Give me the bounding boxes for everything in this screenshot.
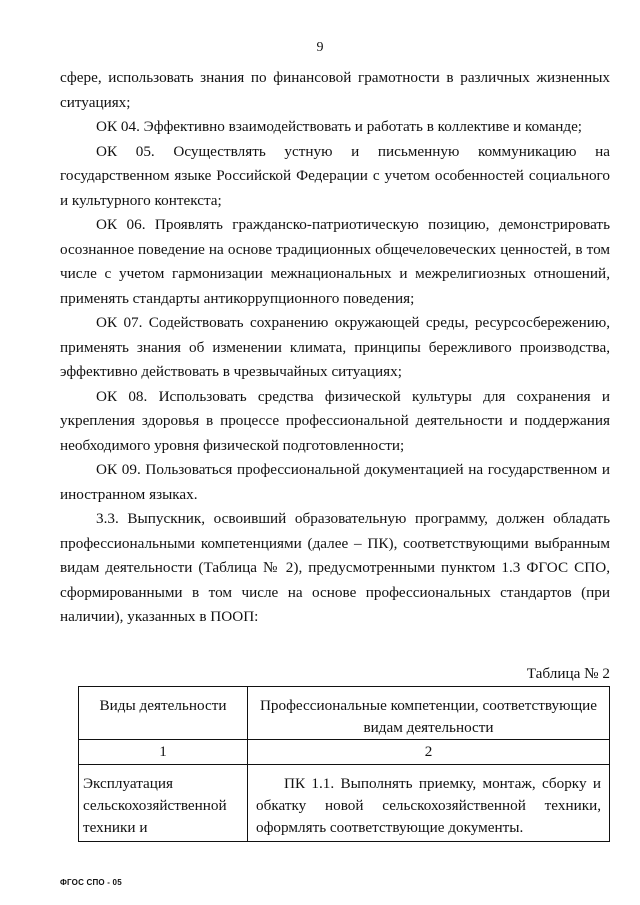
table-cell-activity: Эксплуатация сельскохозяйственной техники и xyxy=(79,765,248,842)
competence-table xyxy=(78,686,610,842)
table-caption: Таблица № 2 xyxy=(526,665,610,682)
table-column-number: 2 xyxy=(248,740,610,765)
page-footer: ФГОС СПО - 05 xyxy=(60,878,122,887)
paragraph-3-3: 3.3. Выпускник, освоивший образовательную программу, должен обладать профессиональными компетенциями (далее – ПК), соответствующими выбранным видам деятельности (Таблица № 2), предусмотренными пунктом 1.3 ФГОС СПО, сформированными в том числе на основе профессиональных стандартов (при наличии), указанных в ПООП: xyxy=(60,510,610,625)
paragraph-ok09: ОК 09. Пользоваться профессиональной документацией на государственном и иностранном языках. xyxy=(60,461,610,503)
table-column-number-row xyxy=(79,740,610,765)
paragraph-ok08: ОК 08. Использовать средства физической культуры для сохранения и укрепления здоровья в процессе профессиональной деятельности и поддержания необходимого уровня физической подготовленности; xyxy=(60,387,610,454)
paragraph-continuation: сфере, использовать знания по финансовой грамотности в различных жизненных ситуациях; xyxy=(60,69,610,111)
paragraph-ok04: ОК 04. Эффективно взаимодействовать и работать в коллективе и команде; xyxy=(96,118,583,135)
table-header-activities: Виды деятельности xyxy=(79,687,248,740)
paragraph-ok05: ОК 05. Осуществлять устную и письменную коммуникацию на государственном языке Российской Федерации с учетом особенностей социального и культурного контекста; xyxy=(60,142,610,209)
table-row xyxy=(79,765,610,842)
table-column-number: 1 xyxy=(79,740,248,765)
table-cell-competence: ПК 1.1. Выполнять приемку, монтаж, сборку и обкатку новой сельскохозяйственной техники, оформлять соответствующие документы. xyxy=(248,765,610,842)
paragraph-ok07: ОК 07. Содействовать сохранению окружающей среды, ресурсосбережению, применять знания об изменении климата, принципы бережливого производства, эффективно действовать в чрезвычайных ситуациях; xyxy=(60,314,610,380)
table-header-competences: Профессиональные компетенции, соответствующие видам деятельности xyxy=(248,687,610,740)
page-number: 9 xyxy=(316,40,324,55)
body-text xyxy=(60,66,610,630)
paragraph-ok06: ОК 06. Проявлять гражданско-патриотическую позицию, демонстрировать осознанное поведение на основе традиционных общечеловеческих ценностей, в том числе с учетом гармонизации межнациональных и межрелигиозных отношений, применять стандарты антикоррупционного поведения; xyxy=(60,216,610,307)
table-header-row xyxy=(79,687,610,740)
